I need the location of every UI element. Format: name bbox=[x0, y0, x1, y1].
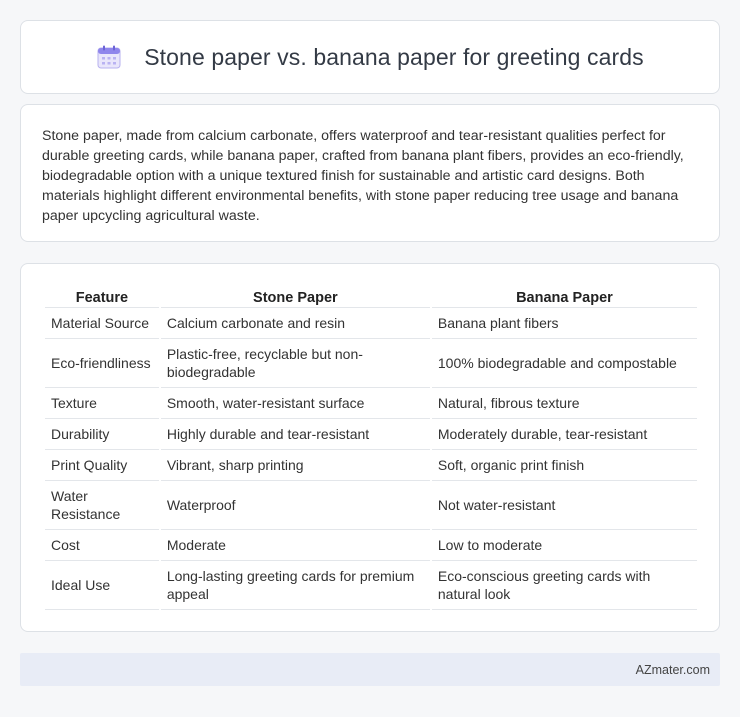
stone-cell: Waterproof bbox=[161, 481, 430, 530]
comparison-table bbox=[43, 286, 699, 610]
title-card bbox=[20, 20, 720, 94]
header-stone-paper: Stone Paper bbox=[161, 286, 430, 308]
stone-cell: Calcium carbonate and resin bbox=[161, 308, 430, 339]
banana-cell: Not water-resistant bbox=[432, 481, 697, 530]
feature-cell: Durability bbox=[45, 419, 159, 450]
footer bbox=[20, 653, 720, 686]
stone-cell: Plastic-free, recyclable but non-biodegradable bbox=[161, 339, 430, 388]
stone-cell: Smooth, water-resistant surface bbox=[161, 388, 430, 419]
feature-cell: Ideal Use bbox=[45, 561, 159, 610]
calendar-icon bbox=[96, 44, 122, 70]
intro-text: Stone paper, made from calcium carbonate, offers waterproof and tear-resistant qualities perfect for durable greeting cards, while banana paper, crafted from banana plant fibers, provides an eco-friendly, biodegradable option with a unique textured finish for sustainable and artistic card designs. Both materials highlight different environmental benefits, with stone paper reducing tree usage and banana paper upcycling agricultural waste. bbox=[42, 128, 684, 224]
table-row bbox=[45, 339, 697, 388]
banana-cell: Soft, organic print finish bbox=[432, 450, 697, 481]
feature-cell: Eco-friendliness bbox=[45, 339, 159, 388]
banana-cell: 100% biodegradable and compostable bbox=[432, 339, 697, 388]
table-row bbox=[45, 388, 697, 419]
comparison-table-card bbox=[20, 263, 720, 632]
page-title: Stone paper vs. banana paper for greeting cards bbox=[144, 43, 644, 70]
table-row bbox=[45, 419, 697, 450]
banana-cell: Natural, fibrous texture bbox=[432, 388, 697, 419]
banana-cell: Low to moderate bbox=[432, 530, 697, 561]
banana-cell: Eco-conscious greeting cards with natural look bbox=[432, 561, 697, 610]
table-row bbox=[45, 530, 697, 561]
stone-cell: Moderate bbox=[161, 530, 430, 561]
banana-cell: Banana plant fibers bbox=[432, 308, 697, 339]
header-banana-paper: Banana Paper bbox=[432, 286, 697, 308]
table-row bbox=[45, 481, 697, 530]
feature-cell: Material Source bbox=[45, 308, 159, 339]
table-header-row bbox=[45, 286, 697, 308]
feature-cell: Print Quality bbox=[45, 450, 159, 481]
intro-card bbox=[20, 104, 720, 242]
stone-cell: Vibrant, sharp printing bbox=[161, 450, 430, 481]
stone-cell: Highly durable and tear-resistant bbox=[161, 419, 430, 450]
header-feature: Feature bbox=[45, 286, 159, 308]
stone-cell: Long-lasting greeting cards for premium appeal bbox=[161, 561, 430, 610]
feature-cell: Cost bbox=[45, 530, 159, 561]
feature-cell: Water Resistance bbox=[45, 481, 159, 530]
table-row bbox=[45, 308, 697, 339]
table-row bbox=[45, 450, 697, 481]
footer-brand[interactable]: AZmater.com bbox=[635, 662, 710, 677]
banana-cell: Moderately durable, tear-resistant bbox=[432, 419, 697, 450]
feature-cell: Texture bbox=[45, 388, 159, 419]
table-row bbox=[45, 561, 697, 610]
